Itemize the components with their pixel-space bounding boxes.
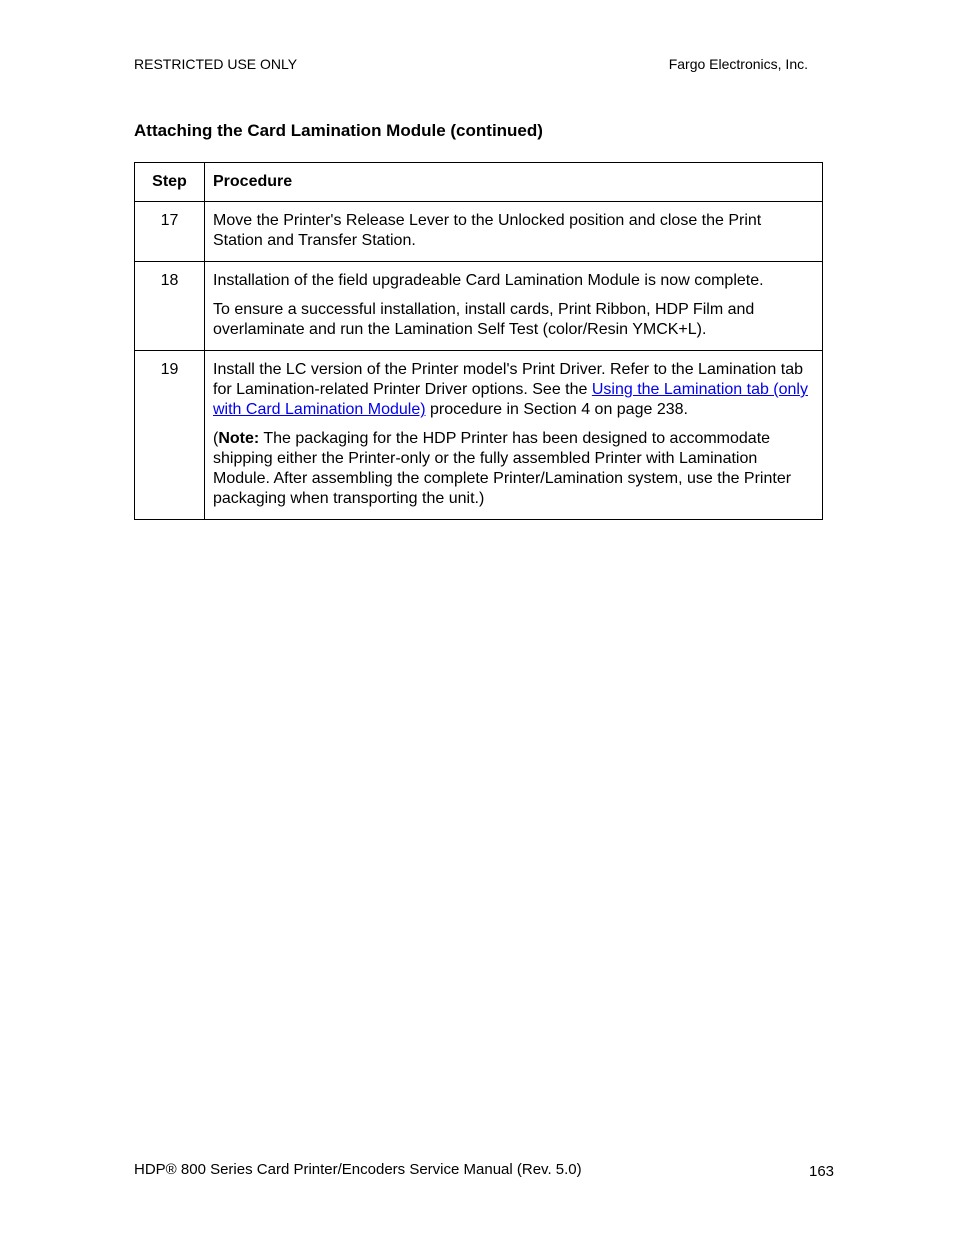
procedure-cell <box>205 262 823 351</box>
lamination-tab-link[interactable]: Using the Lamination tab (only with Card Lamination Module) <box>213 381 808 418</box>
header-restricted-label: RESTRICTED USE ONLY <box>134 56 298 72</box>
footer-page-number: 163 <box>809 1163 835 1180</box>
procedure-cell <box>205 202 823 262</box>
procedure-text: Move the Printer's Release Lever to the Unlocked position and close the Print Station and Transfer Station. <box>213 212 762 249</box>
note-text: The packaging for the HDP Printer has been designed to accommodate shipping either the Printer-only or the fully assembled Printer with Lamination Module. After assembling the complete Printer/Lamination system, use the Printer packaging when transporting the unit.) <box>213 430 792 507</box>
section-title: Attaching the Card Lamination Module (continued) <box>134 121 543 140</box>
step-number: 19 <box>135 351 205 520</box>
table-row <box>135 351 823 520</box>
step-number: 18 <box>135 262 205 351</box>
table-header-row <box>135 163 823 202</box>
header-company-name: Fargo Electronics, Inc. <box>668 56 808 72</box>
note-paragraph <box>213 429 812 509</box>
procedure-text-start: Install the LC version of the Printer model's Print Driver. Refer to the Lamination tab for Lamination-related Printer Driver options. See the <box>213 361 803 398</box>
procedure-text <box>213 360 812 420</box>
table-row <box>135 202 823 262</box>
footer-manual-title: HDP® 800 Series Card Printer/Encoders Service Manual (Rev. 5.0) <box>134 1161 582 1178</box>
procedure-text-end: procedure in Section 4 on page 238. <box>425 401 688 418</box>
note-open-paren: ( <box>213 430 219 447</box>
table-row <box>135 262 823 351</box>
procedure-table <box>134 162 823 520</box>
column-header-procedure: Procedure <box>205 163 823 202</box>
step-number: 17 <box>135 202 205 262</box>
note-label: Note: <box>218 430 260 447</box>
procedure-text: To ensure a successful installation, install cards, Print Ribbon, HDP Film and overlaminate and run the Lamination Self Test (color/Resin YMCK+L). <box>213 301 755 338</box>
column-header-step: Step <box>135 163 205 202</box>
procedure-text: Installation of the field upgradeable Card Lamination Module is now complete. <box>213 272 764 289</box>
procedure-cell <box>205 351 823 520</box>
